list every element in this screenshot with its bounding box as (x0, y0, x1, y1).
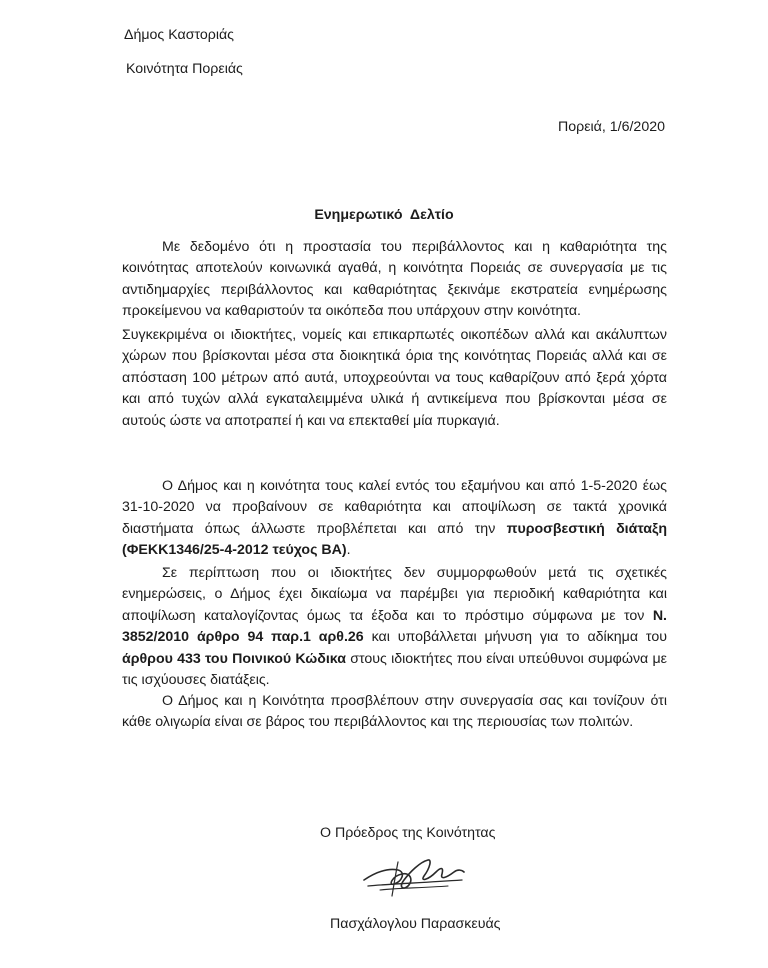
paragraph-penalties-middle: και υποβάλλεται μήνυση για το αδίκημα του (363, 629, 667, 646)
paragraph-deadline-text: Ο Δήμος και η κοινότητα τους καλεί εντός του εξαμήνου και από 1-5-2020 έως 31-10-2020 να προβαίνουν σε καθαριότητα και αποψίλωση σε τακτά χρονικά διαστήματα όπως άλλωστε προβλέπεται και από την (122, 478, 667, 537)
paragraph-intro (122, 237, 667, 323)
paragraph-deadline (122, 476, 667, 562)
paragraph-intro-text: Με δεδομένο ότι η προστασία του περιβάλλοντος και η καθαριότητα της κοινότητας αποτελούν κοινωνικά αγαθά, η κοινότητα Πορειάς σε συνεργασία με τις αντιδημαρχίες περιβάλλοντος και καθαριότητας ξεκινάμε εκστρατεία ενημέρωσης προκείμενου να καθαριστούν τα οικόπεδα που υπάρχουν στην κοινότητα. (122, 239, 667, 320)
paragraph-obligations (122, 325, 667, 432)
paragraph-obligations-text: Συγκεκριμένα οι ιδιοκτήτες, νομείς και επικαρπωτές οικοπέδων αλλά και ακάλυπτων χώρων που βρίσκονται μέσα στα διοικητικά όρια της κοινότητας Πορειάς αλλά και σε απόσταση 100 μέτρων από αυτά, υποχρεούνται να τους καθαρίζουν από ξερά χόρτα και από τυχών αλλά εγκαταλειμμένα υλικά ή αντικείμενα που βρίσκονται μέσα σε αυτούς ώστε να αποτραπεί ή και να επεκταθεί μία πυρκαγιά. (122, 327, 667, 429)
signatory-role: Ο Πρόεδρος της Κοινότητας (320, 825, 496, 841)
signatory-name: Πασχάλογλου Παρασκευάς (330, 916, 501, 932)
place-date: Πορειά, 1/6/2020 (558, 119, 665, 135)
community-name: Κοινότητα Πορειάς (126, 61, 243, 77)
paragraph-penalties-text: Σε περίπτωση που οι ιδιοκτήτες δεν συμμορφωθούν μετά τις σχετικές ενημερώσεις, ο Δήμος έχει δικαίωμα να παρέμβει για περιοδική καθαριότητα και αποψίλωση καταλογίζοντας όμως τα έξοδα και το πρόστιμο σύμφωνα με τον (122, 565, 667, 624)
paragraph-penalties-end: στους ιδιοκτήτες που είναι υπεύθυνοι συμφώνα με τις ισχύουσες διατάξεις. (122, 650, 667, 689)
paragraph-closing (122, 691, 667, 734)
paragraph-deadline-end: . (346, 542, 351, 559)
document-title: Ενημερωτικό Δελτίο (314, 207, 454, 223)
fire-regulation-reference: πυροσβεστική διάταξη (ΦΕΚΚ1346/25-4-2012 τεύχος ΒΑ) (122, 520, 667, 559)
municipality-name: Δήμος Καστοριάς (124, 27, 235, 43)
penal-code-reference: άρθρου 433 του Ποινικού Κώδικα (122, 650, 346, 667)
handwritten-signature (358, 850, 468, 900)
paragraph-closing-text: Ο Δήμος και η Κοινότητα προσβλέπουν στην συνεργασία σας και τονίζουν ότι κάθε ολιγωρία είναι σε βάρος του περιβάλλοντος και της περιουσίας των πολιτών. (122, 693, 667, 731)
paragraph-penalties (122, 563, 667, 691)
law-reference: Ν. 3852/2010 άρθρο 94 παρ.1 αρθ.26 (122, 607, 667, 646)
